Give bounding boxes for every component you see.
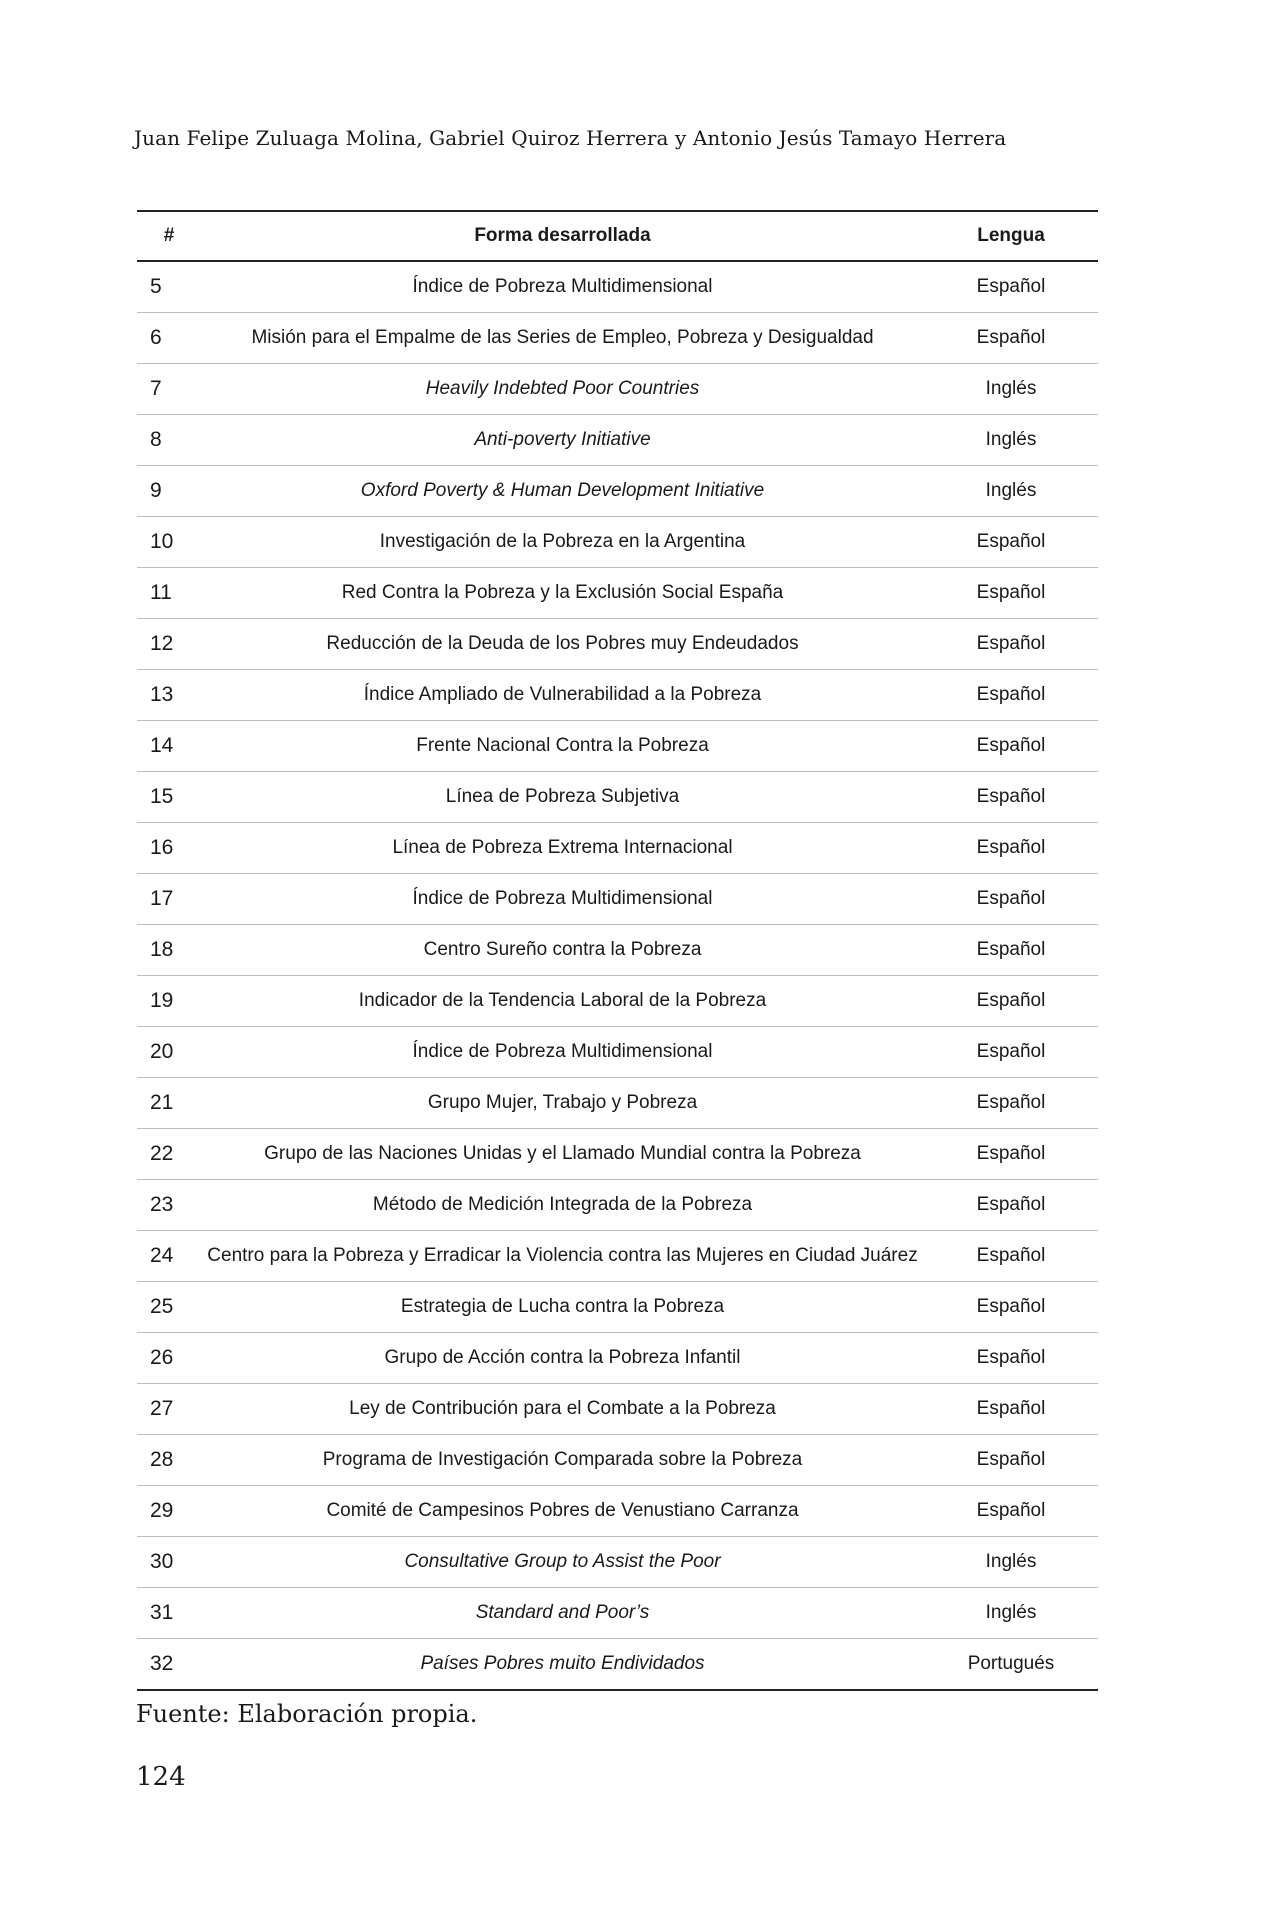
language: Español <box>924 1027 1098 1078</box>
row-number: 23 <box>137 1180 201 1231</box>
abbreviation-table <box>137 210 1098 1691</box>
language: Español <box>924 619 1098 670</box>
language: Español <box>924 313 1098 364</box>
table-row <box>137 1027 1098 1078</box>
table-row <box>137 772 1098 823</box>
language: Español <box>924 568 1098 619</box>
language: Inglés <box>924 1537 1098 1588</box>
table-row <box>137 1180 1098 1231</box>
row-number: 14 <box>137 721 201 772</box>
row-number: 8 <box>137 415 201 466</box>
row-number: 30 <box>137 1537 201 1588</box>
developed-form: Método de Medición Integrada de la Pobreza <box>201 1180 924 1231</box>
developed-form: Grupo Mujer, Trabajo y Pobreza <box>201 1078 924 1129</box>
table-row <box>137 925 1098 976</box>
row-number: 18 <box>137 925 201 976</box>
language: Español <box>924 261 1098 313</box>
table-row <box>137 261 1098 313</box>
language: Portugués <box>924 1639 1098 1691</box>
language: Español <box>924 1231 1098 1282</box>
table-row <box>137 517 1098 568</box>
table-row <box>137 619 1098 670</box>
table-row <box>137 466 1098 517</box>
developed-form: Frente Nacional Contra la Pobreza <box>201 721 924 772</box>
row-number: 27 <box>137 1384 201 1435</box>
row-number: 24 <box>137 1231 201 1282</box>
table-row <box>137 313 1098 364</box>
table-row <box>137 568 1098 619</box>
row-number: 32 <box>137 1639 201 1691</box>
row-number: 13 <box>137 670 201 721</box>
language: Español <box>924 823 1098 874</box>
language: Español <box>924 1282 1098 1333</box>
table-body <box>137 261 1098 1690</box>
developed-form: Centro Sureño contra la Pobreza <box>201 925 924 976</box>
table-row <box>137 1384 1098 1435</box>
row-number: 20 <box>137 1027 201 1078</box>
developed-form: Standard and Poor’s <box>201 1588 924 1639</box>
table-row <box>137 1435 1098 1486</box>
developed-form: Comité de Campesinos Pobres de Venustiano Carranza <box>201 1486 924 1537</box>
row-number: 29 <box>137 1486 201 1537</box>
language: Español <box>924 976 1098 1027</box>
language: Español <box>924 670 1098 721</box>
developed-form: Oxford Poverty & Human Development Initiative <box>201 466 924 517</box>
developed-form: Grupo de Acción contra la Pobreza Infantil <box>201 1333 924 1384</box>
table-row <box>137 415 1098 466</box>
row-number: 16 <box>137 823 201 874</box>
language: Español <box>924 925 1098 976</box>
table-row <box>137 1282 1098 1333</box>
developed-form: Índice de Pobreza Multidimensional <box>201 261 924 313</box>
language: Español <box>924 1078 1098 1129</box>
column-header-number: # <box>137 211 201 261</box>
table-row <box>137 1129 1098 1180</box>
table-row <box>137 1639 1098 1691</box>
language: Español <box>924 1384 1098 1435</box>
language: Español <box>924 721 1098 772</box>
row-number: 11 <box>137 568 201 619</box>
column-header-language: Lengua <box>924 211 1098 261</box>
developed-form: Consultative Group to Assist the Poor <box>201 1537 924 1588</box>
row-number: 9 <box>137 466 201 517</box>
developed-form: Estrategia de Lucha contra la Pobreza <box>201 1282 924 1333</box>
row-number: 31 <box>137 1588 201 1639</box>
developed-form: Misión para el Empalme de las Series de Empleo, Pobreza y Desigualdad <box>201 313 924 364</box>
developed-form: Índice de Pobreza Multidimensional <box>201 874 924 925</box>
developed-form: Línea de Pobreza Extrema Internacional <box>201 823 924 874</box>
row-number: 12 <box>137 619 201 670</box>
table-row <box>137 1486 1098 1537</box>
developed-form: Países Pobres muito Endividados <box>201 1639 924 1691</box>
row-number: 25 <box>137 1282 201 1333</box>
language: Inglés <box>924 415 1098 466</box>
language: Inglés <box>924 1588 1098 1639</box>
page-number: 124 <box>136 1762 186 1792</box>
developed-form: Heavily Indebted Poor Countries <box>201 364 924 415</box>
table-row <box>137 364 1098 415</box>
row-number: 22 <box>137 1129 201 1180</box>
table-row <box>137 1231 1098 1282</box>
row-number: 26 <box>137 1333 201 1384</box>
language: Español <box>924 1333 1098 1384</box>
language: Español <box>924 1435 1098 1486</box>
table-header-row <box>137 211 1098 261</box>
developed-form: Índice Ampliado de Vulnerabilidad a la Pobreza <box>201 670 924 721</box>
row-number: 17 <box>137 874 201 925</box>
table-row <box>137 976 1098 1027</box>
language: Inglés <box>924 466 1098 517</box>
language: Español <box>924 517 1098 568</box>
table-row <box>137 1588 1098 1639</box>
developed-form: Red Contra la Pobreza y la Exclusión Social España <box>201 568 924 619</box>
developed-form: Anti-poverty Initiative <box>201 415 924 466</box>
language: Español <box>924 874 1098 925</box>
developed-form: Línea de Pobreza Subjetiva <box>201 772 924 823</box>
table-row <box>137 874 1098 925</box>
table-row <box>137 670 1098 721</box>
developed-form: Reducción de la Deuda de los Pobres muy Endeudados <box>201 619 924 670</box>
row-number: 15 <box>137 772 201 823</box>
row-number: 28 <box>137 1435 201 1486</box>
table-header <box>137 211 1098 261</box>
language: Inglés <box>924 364 1098 415</box>
column-header-developed-form: Forma desarrollada <box>201 211 924 261</box>
table-row <box>137 1537 1098 1588</box>
developed-form: Indicador de la Tendencia Laboral de la Pobreza <box>201 976 924 1027</box>
language: Español <box>924 1486 1098 1537</box>
table-row <box>137 1078 1098 1129</box>
table-row <box>137 1333 1098 1384</box>
row-number: 7 <box>137 364 201 415</box>
source-note: Fuente: Elaboración propia. <box>136 1700 478 1728</box>
row-number: 10 <box>137 517 201 568</box>
developed-form: Investigación de la Pobreza en la Argentina <box>201 517 924 568</box>
running-header: Juan Felipe Zuluaga Molina, Gabriel Quiroz Herrera y Antonio Jesús Tamayo Herrera <box>134 126 1007 150</box>
developed-form: Índice de Pobreza Multidimensional <box>201 1027 924 1078</box>
row-number: 19 <box>137 976 201 1027</box>
developed-form: Ley de Contribución para el Combate a la Pobreza <box>201 1384 924 1435</box>
language: Español <box>924 1180 1098 1231</box>
language: Español <box>924 1129 1098 1180</box>
row-number: 6 <box>137 313 201 364</box>
developed-form: Centro para la Pobreza y Erradicar la Violencia contra las Mujeres en Ciudad Juárez <box>201 1231 924 1282</box>
developed-form: Grupo de las Naciones Unidas y el Llamado Mundial contra la Pobreza <box>201 1129 924 1180</box>
language: Español <box>924 772 1098 823</box>
table-row <box>137 721 1098 772</box>
row-number: 5 <box>137 261 201 313</box>
row-number: 21 <box>137 1078 201 1129</box>
table-row <box>137 823 1098 874</box>
developed-form: Programa de Investigación Comparada sobre la Pobreza <box>201 1435 924 1486</box>
